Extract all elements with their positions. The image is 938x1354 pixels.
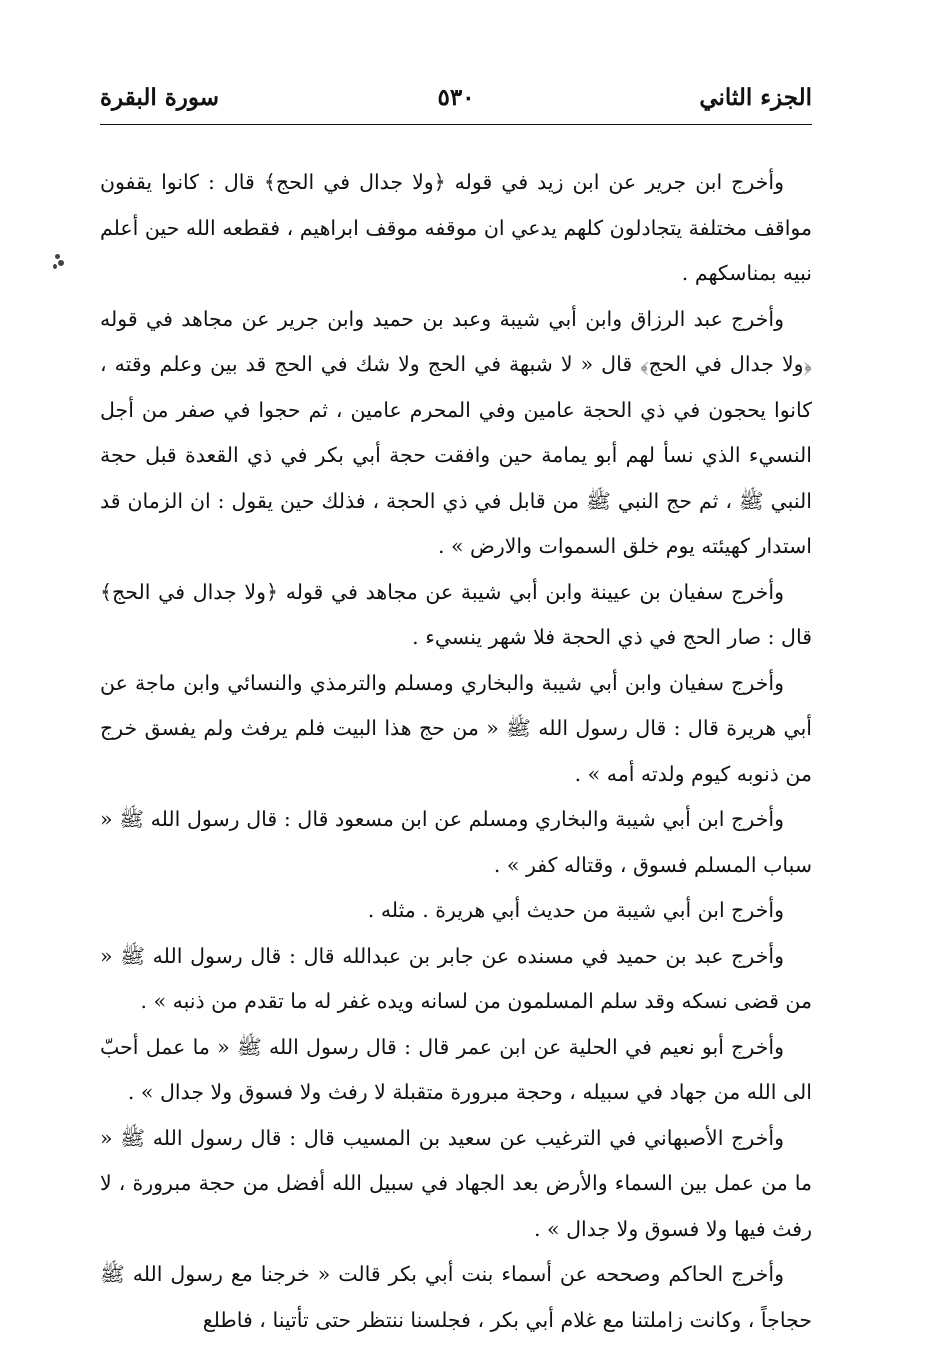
paragraph: وأخرج سفيان وابن أبي شيبة والبخاري ومسلم والترمذي والنسائي وابن ماجة عن أبي هريرة قال : قال رسول الله ﷺ « من حج هذا البيت فلم يرفث ولم يفسق خرج من ذنوبه كيوم ولدته أمه » .: [100, 670, 812, 786]
paragraph: وأخرج ابن أبي شيبة من حديث أبي هريرة . مثله .: [367, 898, 784, 922]
volume-label: الجزء الثاني: [699, 84, 812, 111]
header-divider: [100, 124, 812, 125]
paragraph: وأخرج ابن أبي شيبة والبخاري ومسلم عن ابن مسعود قال : قال رسول الله ﷺ « سباب المسلم فسوق ، وقتاله كفر » .: [100, 807, 812, 877]
page-number: ٥٣٠: [437, 84, 475, 111]
page-body: [100, 160, 812, 1343]
scan-speck: [52, 252, 66, 272]
paragraph: وأخرج عبد بن حميد في مسنده عن جابر بن عبدالله قال : قال رسول الله ﷺ « من قضى نسكه وقد سلم المسلمون من لسانه ويده غفر له ما تقدم من ذنبه » .: [100, 943, 812, 1013]
surah-label: سورة البقرة: [100, 84, 220, 111]
paragraph: وأخرج ابن جرير عن ابن زيد في قوله ﴿ولا جدال في الحج﴾ قال : كانوا يقفون مواقف مختلفة يتجادلون كلهم يدعي ان موقفه موقف ابراهيم ، فقطعه الله حين أعلم نبيه بمناسكهم .: [100, 170, 812, 285]
paragraph: وأخرج أبو نعيم في الحلية عن ابن عمر قال : قال رسول الله ﷺ « ما عمل أحبّ الى الله من جهاد في سبيله ، وحجة مبرورة متقبلة لا رفث ولا فسوق ولا جدال » .: [100, 1034, 812, 1104]
paragraph: وأخرج الحاكم وصححه عن أسماء بنت أبي بكر قالت « خرجنا مع رسول الله ﷺ حجاجاً ، وكانت زاملتنا مع غلام أبي بكر ، فجلسنا ننتظر حتى تأتينا ، فاطلع: [100, 1262, 812, 1332]
paragraph: وأخرج عبد الرزاق وابن أبي شيبة وعبد بن حميد وابن جرير عن مجاهد في قوله ﴿ولا جدال في الحج﴾ قال « لا شبهة في الحج ولا شك في الحج قد بين وعلم وقته ، كانوا يحجون في ذي الحجة عامين وفي المحرم عامين ، ثم حجوا في صفر من أجل النسيء الذي نسأ لهم أبو يمامة حين وافقت حجة أبي بكر في ذي القعدة قبل حجة النبي ﷺ ، ثم حج النبي ﷺ من قابل في ذي الحجة ، فذلك حين يقول : ان الزمان قد استدار كهيئته يوم خلق السموات والارض » .: [100, 306, 812, 558]
paragraph: وأخرج الأصبهاني في الترغيب عن سعيد بن المسيب قال : قال رسول الله ﷺ « ما من عمل بين السماء والأرض بعد الجهاد في سبيل الله أفضل من حجة مبرورة ، لا رفث فيها ولا فسوق ولا جدال » .: [100, 1125, 812, 1241]
paragraph: وأخرج سفيان بن عيينة وابن أبي شيبة عن مجاهد في قوله ﴿ولا جدال في الحج﴾ قال : صار الحج في ذي الحجة فلا شهر ينسيء .: [100, 579, 812, 649]
page-header: [100, 78, 812, 122]
